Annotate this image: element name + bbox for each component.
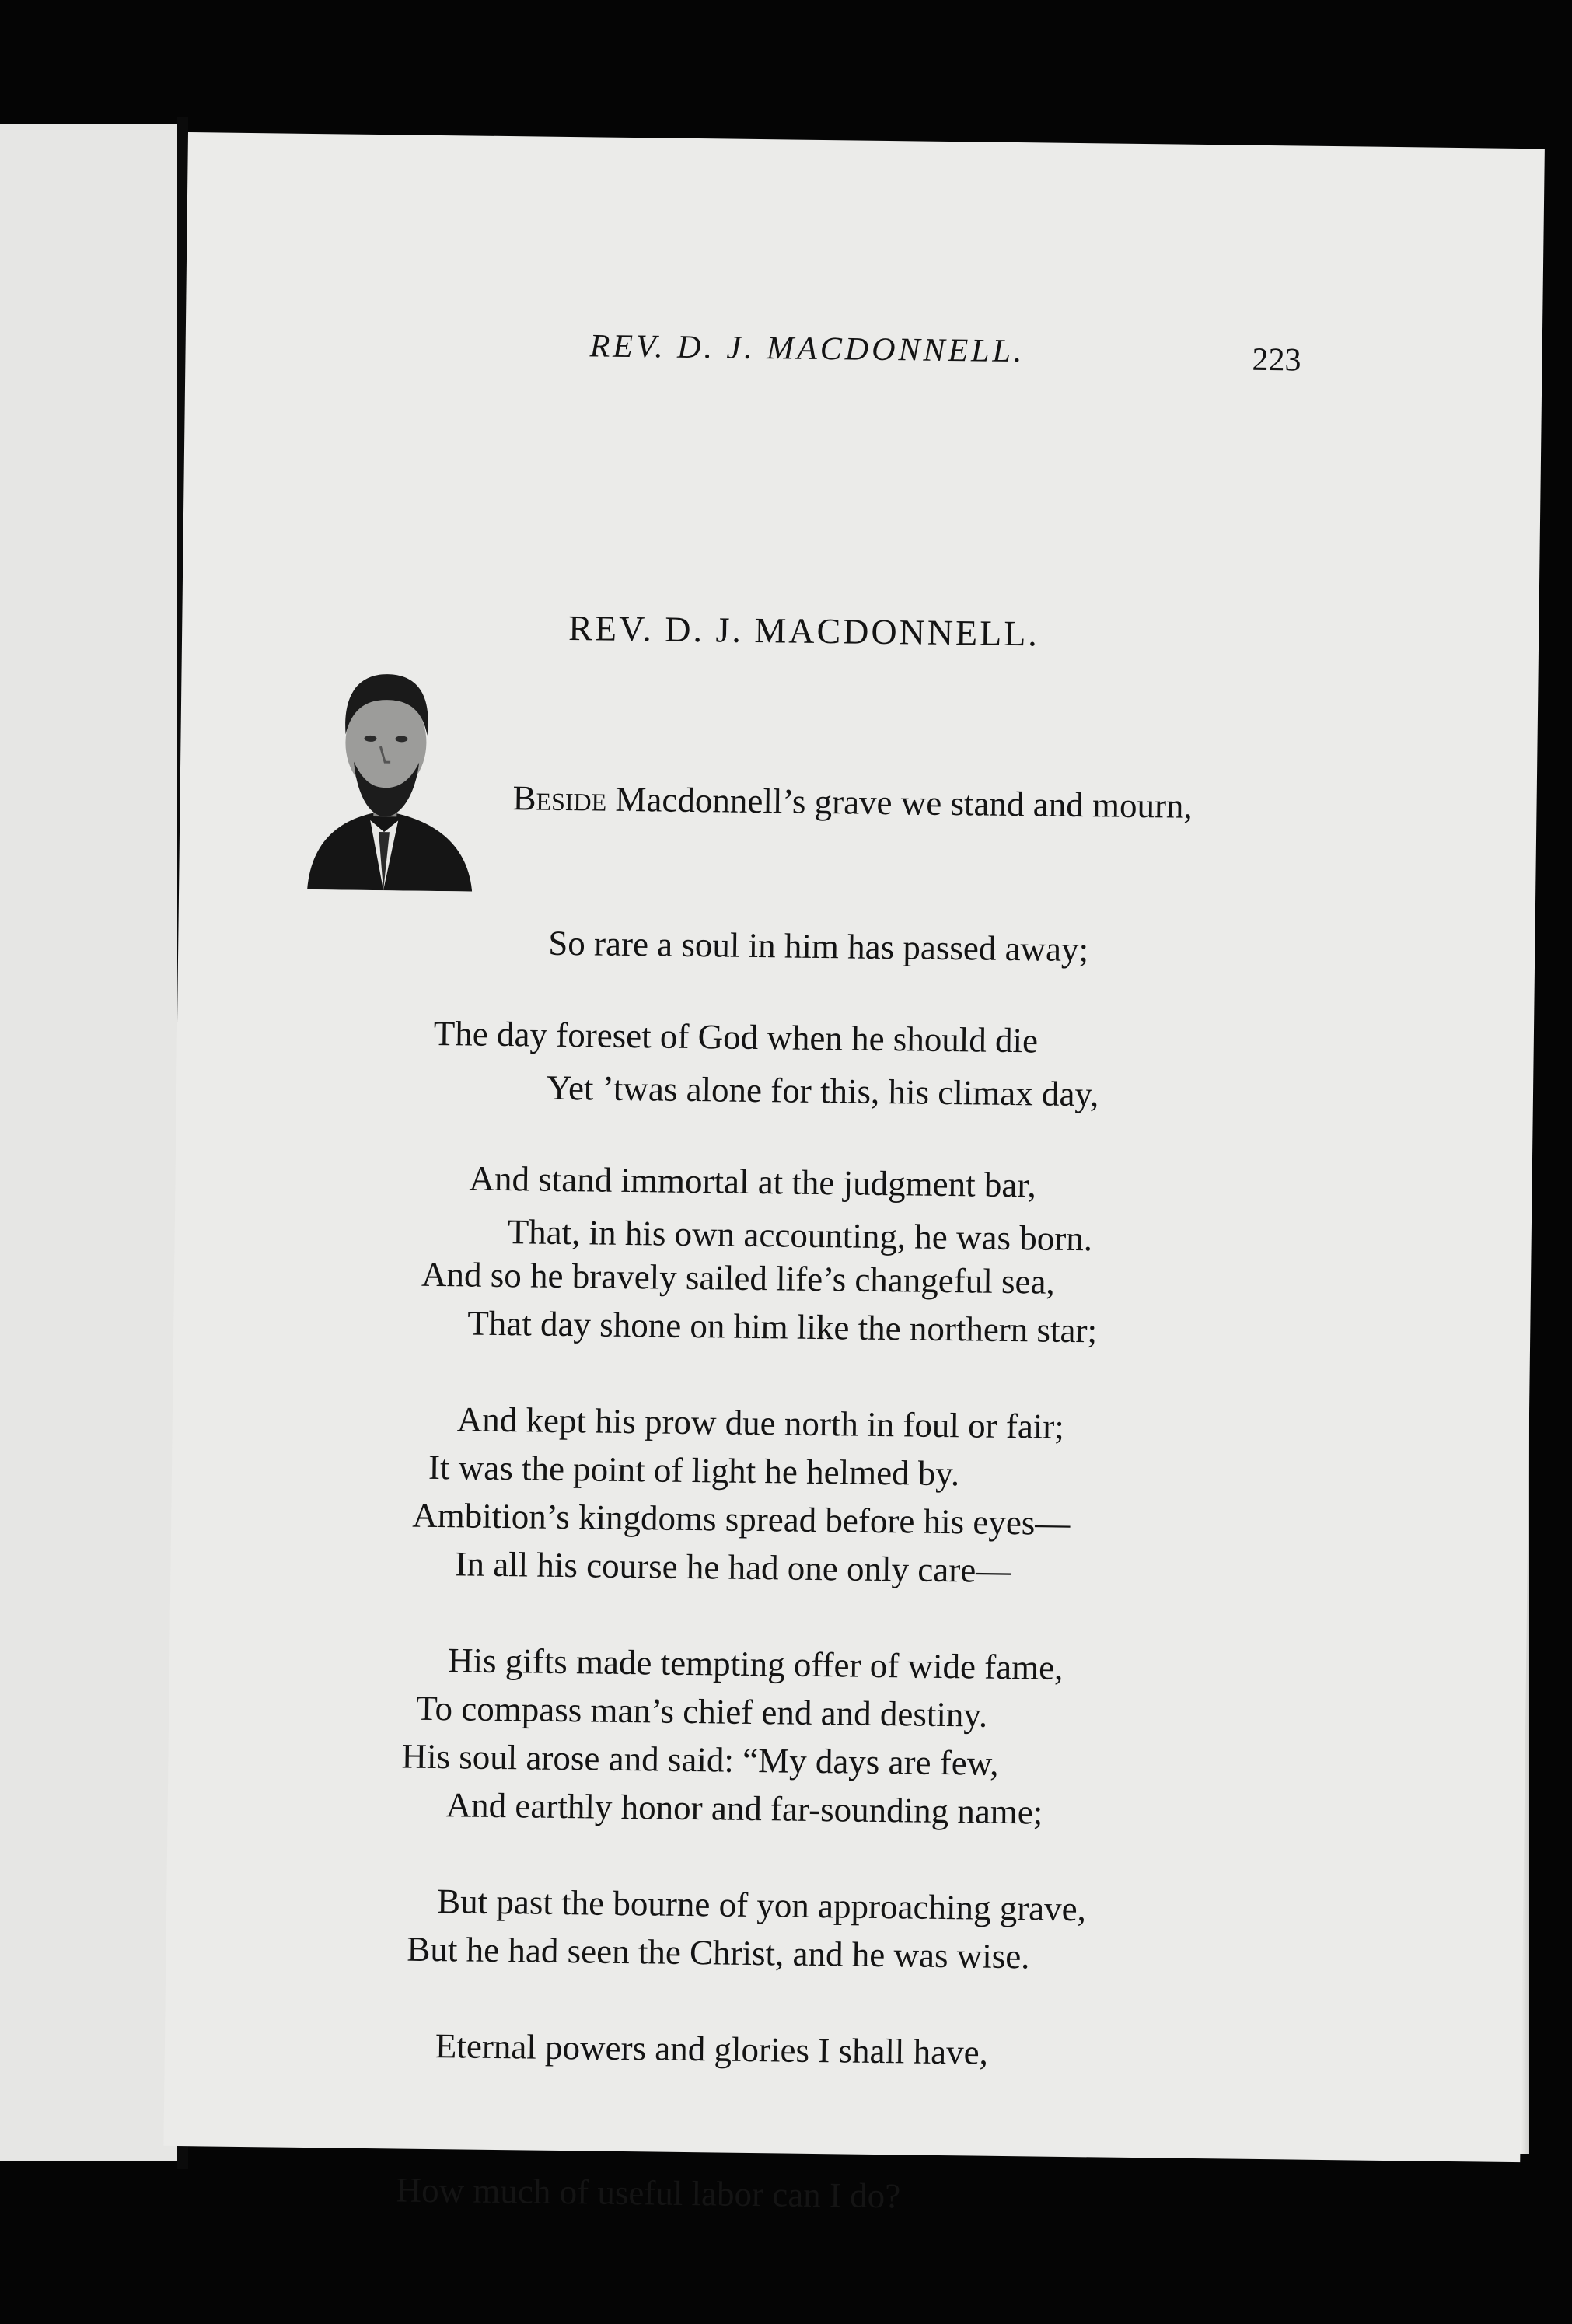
poem-line: In all his course he had one only care— xyxy=(455,1544,1011,1591)
poem-line: But he had seen the Christ, and he was wise. xyxy=(407,1929,1030,1976)
poem-line: And earthly honor and far-sounding name; xyxy=(445,1785,1043,1832)
poem-line: The day foreset of God when he should die xyxy=(433,1013,1039,1061)
poem-line: And kept his prow due north in foul or fair; xyxy=(456,1400,1065,1446)
poem-line: And stand immortal at the judgment bar, xyxy=(469,1159,1037,1205)
portrait-engraving xyxy=(292,656,481,892)
poem-line: That day shone on him like the northern star; xyxy=(467,1303,1098,1351)
book-page xyxy=(163,132,1545,2216)
poem-line: So rare a soul in him has passed away; xyxy=(547,923,1089,970)
drop-word: Beside xyxy=(512,778,607,819)
poem-line: Ambition’s kingdoms spread before his eyes— xyxy=(411,1495,1071,1543)
poem-line: Eternal powers and glories I shall have, xyxy=(435,2026,989,2072)
poem-title: REV. D. J. MACDONNELL. xyxy=(568,608,1040,654)
stanza-5 xyxy=(395,1636,1089,2319)
poem-line: Beside Macdonnell’s grave we stand and mourn, xyxy=(512,778,1193,826)
poem-line: Yet ’twas alone for this, his climax day, xyxy=(546,1068,1099,1114)
poem-line: That, in his own accounting, he was born. xyxy=(507,1212,1093,1259)
poem-line: It was the point of light he helmed by. xyxy=(428,1447,960,1494)
poem-line: His soul arose and said: “My days are few, xyxy=(401,1736,999,1783)
poem-line: But past the bourne of yon approaching grave, xyxy=(436,1882,1087,1929)
poem-line: How much of useful labor can I do? xyxy=(396,2170,901,2216)
poem-line: And so he bravely sailed life’s changeful sea, xyxy=(421,1254,1056,1302)
poem-line: His gifts made tempting offer of wide fame, xyxy=(447,1641,1064,1687)
facing-page-edge xyxy=(0,124,180,2161)
poem-line: To compass man’s chief end and destiny. xyxy=(415,1688,988,1735)
page-number: 223 xyxy=(1252,341,1301,379)
running-head: REV. D. J. MACDONNELL. xyxy=(589,328,1025,370)
